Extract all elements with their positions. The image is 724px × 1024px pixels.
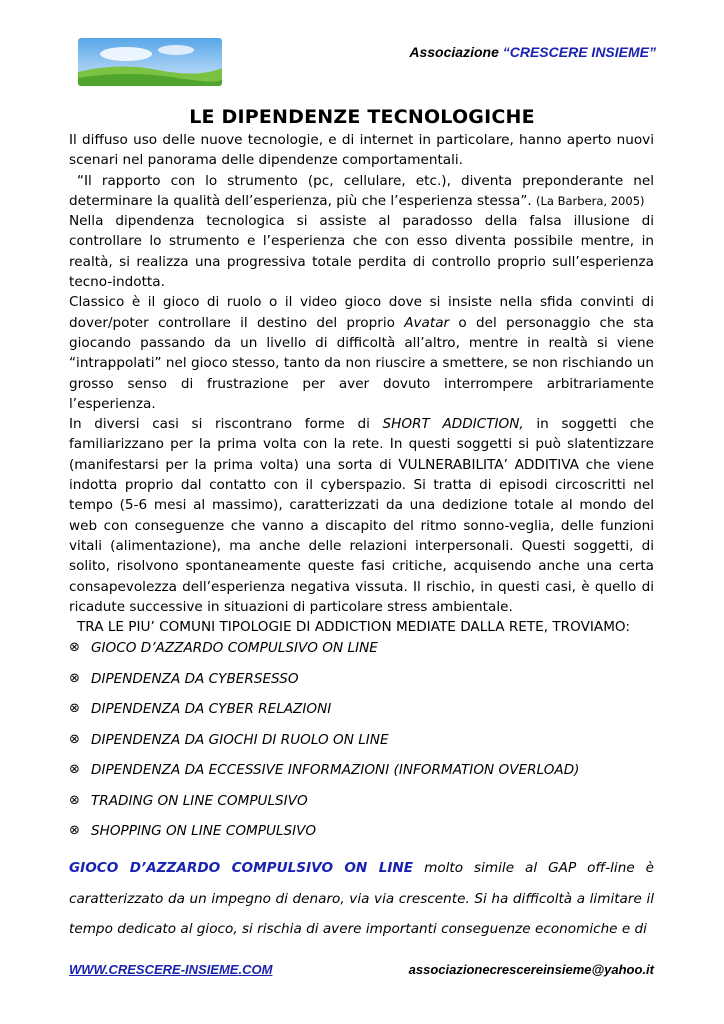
bullet-icon: ⊗	[69, 823, 80, 838]
short-addiction-term: SHORT ADDICTION,	[382, 416, 524, 433]
quote-citation: (La Barbera, 2005)	[536, 193, 645, 208]
association-header	[409, 44, 656, 60]
paragraph-intro: Il diffuso uso delle nuove tecnologie, e di internet in particolare, hanno aperto nuovi scenari nel panorama delle dipendenze comportamentali.	[69, 132, 654, 169]
bullet-icon: ⊗	[69, 762, 80, 777]
page-title: LE DIPENDENZE TECNOLOGICHE	[189, 106, 535, 128]
bullet-icon: ⊗	[69, 701, 80, 716]
list-item-label: SHOPPING ON LINE COMPULSIVO	[91, 823, 317, 839]
list-item	[69, 730, 669, 761]
website-link[interactable]: WWW.CRESCERE-INSIEME.COM	[69, 962, 273, 977]
list-item-label: DIPENDENZA DA ECCESSIVE INFORMAZIONI (INFORMATION OVERLOAD)	[91, 762, 580, 778]
list-item-label: DIPENDENZA DA GIOCHI DI RUOLO ON LINE	[91, 731, 389, 748]
quote-text: “Il rapporto con lo strumento (pc, cellulare, etc.), diventa preponderante nel determinare la qualità dell’esperienza, più che l’esperienza stessa”.	[69, 172, 654, 209]
gambling-text: molto simile al GAP off-line è caratterizzato da un impegno di denaro, via via crescente. Si ha difficoltà a limitare il tempo dedicato al gioco, si rischia di avere importanti conseguenze economiche e di	[69, 860, 655, 937]
gambling-paragraph	[69, 853, 654, 945]
addiction-types-list	[69, 638, 669, 852]
list-item-label: DIPENDENZA DA CYBERSESSO	[91, 670, 299, 687]
list-item	[69, 760, 669, 791]
list-item-label: DIPENDENZA DA CYBER RELAZIONI	[91, 701, 332, 717]
paragraph-paradox: Nella dipendenza tecnologica si assiste al paradosso della falsa illusione di controllare lo strumento e l’esperienza che con esso diventa possibile mentre, in realtà, si realizza una progressiva totale perdita di controllo proprio sull’esperienza tecno-indotta.	[69, 213, 654, 291]
list-item-label: TRADING ON LINE COMPULSIVO	[91, 792, 308, 809]
bullet-icon: ⊗	[69, 640, 80, 655]
paragraph-quote	[69, 171, 654, 212]
association-name: “CRESCERE INSIEME”	[502, 44, 656, 60]
list-item	[69, 821, 669, 852]
role-game-text-a: Classico è il gioco di ruolo o il video gioco dove si insiste nella sfida convinti di dover/poter controllare il destino del proprio	[69, 294, 654, 331]
list-item	[69, 791, 669, 822]
page-footer	[69, 962, 654, 977]
role-game-text-b: o del personaggio che sta giocando passando da un livello di difficoltà all’altro, mentre in realtà si viene “intrappolati” nel gioco stesso, tanto da non riuscire a smettere, se non rischiando un grosso senso di frustrazione per aver dovuto interrompere arbitrariamente l’esperienza.	[69, 314, 654, 412]
bullet-icon: ⊗	[69, 670, 80, 686]
paragraph-short-addiction	[69, 414, 654, 617]
short-addiction-text-a: In diversi casi si riscontrano forme di	[69, 416, 370, 433]
paragraph-types-intro: TRA LE PIU’ COMUNI TIPOLOGIE DI ADDICTION MEDIATE DALLA RETE, TROVIAMO:	[77, 619, 630, 636]
bullet-icon: ⊗	[69, 731, 80, 747]
body-text	[69, 130, 654, 637]
list-item	[69, 638, 669, 669]
list-item	[69, 699, 669, 730]
email-address[interactable]: associazionecrescereinsieme@yahoo.it	[408, 962, 654, 977]
paragraph-role-game	[69, 292, 654, 414]
list-item-label: GIOCO D’AZZARDO COMPULSIVO ON LINE	[91, 640, 378, 656]
landscape-logo-icon	[78, 38, 222, 86]
gambling-keyword: GIOCO D’AZZARDO COMPULSIVO ON LINE	[69, 860, 414, 876]
avatar-term: Avatar	[404, 314, 450, 331]
list-item	[69, 669, 669, 700]
association-prefix: Associazione	[409, 44, 499, 60]
bullet-icon: ⊗	[69, 792, 80, 808]
short-addiction-text-b: in soggetti che familiarizzano per la prima volta con la rete. In questi soggetti si può slatentizzare (manifestarsi per la prima volta) una sorta di VULNERABILITA’ ADDITIVA che viene indotta proprio dal contatto con il cyberspazio. Si tratta di episodi circoscritti nel tempo (5-6 mesi al massimo), caratterizzati da una dedizione totale al mondo del web con conseguenze che vanno a discapito del ritmo sonno-veglia, delle funzioni vitali (alimentazione), ma anche delle relazioni interpersonali. Questi soggetti, di solito, risolvono spontaneamente queste fasi critiche, acquisendo anche una certa consapevolezza dell’esperienza negativa vissuta. Il rischio, in questi casi, è quello di ricadute successive in situazioni di particolare stress ambientale.	[69, 416, 655, 615]
